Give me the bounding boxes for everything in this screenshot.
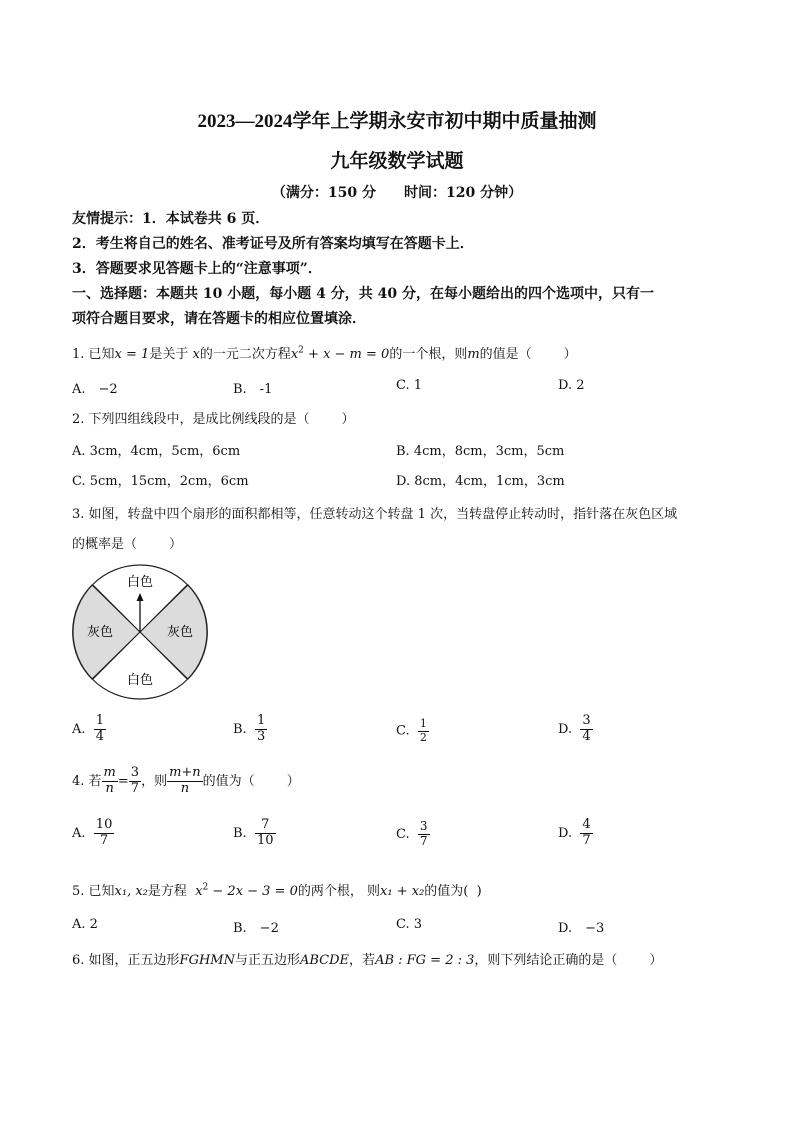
q3-option-d: D. $\frac{3}{4}$	[558, 713, 591, 744]
question-3-line1: 3. 如图，转盘中四个扇形的面积都相等，任意转动这个转盘 1 次，当转盘停止转动时，指针落在灰色区域	[72, 507, 678, 522]
q5-option-c: C. 3	[396, 917, 423, 932]
q4-option-d: D. $\frac{4}{7}$	[558, 817, 591, 848]
section-heading-line1: 一、选择题：本题共 10 小题，每小题 4 分，共 40 分，在每小题给出的四个选项中，只有一	[72, 286, 654, 302]
q4-option-a: A. $\frac{10}{7}$	[72, 817, 113, 848]
pointer-arrow-icon	[137, 593, 144, 601]
q4-option-c: C. $\frac{3}{7}$	[396, 819, 428, 848]
score-time: （满分：150 分 时间：120 分钟）	[271, 185, 523, 201]
q2-option-a: A. 3cm，4cm，5cm，6cm	[72, 444, 241, 459]
sector-label-left: 灰色	[86, 625, 114, 640]
q5-option-d: D. −3	[558, 921, 605, 936]
question-4-stem: 4. 若 $\frac{m}{n}$ = $\frac{3}{7}$ ，则 $\frac{m+n}{n}$ 的值为（ ）	[72, 765, 300, 796]
sector-label-bottom: 白色	[126, 673, 154, 688]
question-1-stem: 1. 已知x = 1是关于 x的一元二次方程$x^2 + x - m = 0$的一个根，则m的值是（ ）	[72, 345, 577, 362]
q5-option-b: B. −2	[233, 921, 279, 936]
spinner-figure	[72, 564, 208, 700]
q3-option-c: C. $\frac{1}{2}$	[396, 717, 427, 744]
q1-option-a: A. −2	[72, 382, 118, 397]
tip-2: 2．考生将自己的姓名、准考证号及所有答案均填写在答题卡上．	[72, 236, 474, 252]
sector-label-right: 灰色	[166, 625, 194, 640]
sector-label-top: 白色	[126, 575, 154, 590]
tip-1: 友情提示：1．本试卷共 6 页．	[72, 211, 270, 227]
q1-option-d: D. 2	[558, 378, 585, 393]
question-3-line2: 的概率是（ ）	[72, 537, 183, 552]
q2-option-c: C. 5cm，15cm，2cm，6cm	[72, 474, 249, 489]
section-heading-line2: 项符合题目要求，请在答题卡的相应位置填涂．	[72, 311, 366, 327]
q1-option-b: B. -1	[233, 382, 273, 397]
question-6-stem: 6. 如图，正五边形FGHMN与正五边形ABCDE，若AB : FG = 2 : 3，则下列结论正确的是（ ）	[72, 953, 663, 968]
exam-subtitle: 九年级数学试题	[330, 151, 464, 172]
question-5-stem: 5. 已知x₁, x₂是方程 $x^2 - 2x - 3 = 0$的两个根， 则x₁ + x₂的值为( )	[72, 882, 482, 899]
question-2-stem: 2. 下列四组线段中，是成比例线段的是（ ）	[72, 412, 355, 427]
q1-option-c: C. 1	[396, 378, 423, 393]
q2-option-d: D. 8cm，4cm，1cm，3cm	[396, 474, 565, 489]
tip-3: 3．答题要求见答题卡上的“注意事项”．	[72, 261, 322, 277]
q4-option-b: B. $\frac{7}{10}$	[233, 817, 274, 848]
exam-title: 2023—2024学年上学期永安市初中期中质量抽测	[197, 111, 597, 132]
q3-option-a: A. $\frac{1}{4}$	[72, 713, 105, 744]
q5-option-a: A. 2	[72, 917, 98, 932]
q2-option-b: B. 4cm，8cm，3cm，5cm	[396, 444, 565, 459]
q3-option-b: B. $\frac{1}{3}$	[233, 713, 266, 744]
